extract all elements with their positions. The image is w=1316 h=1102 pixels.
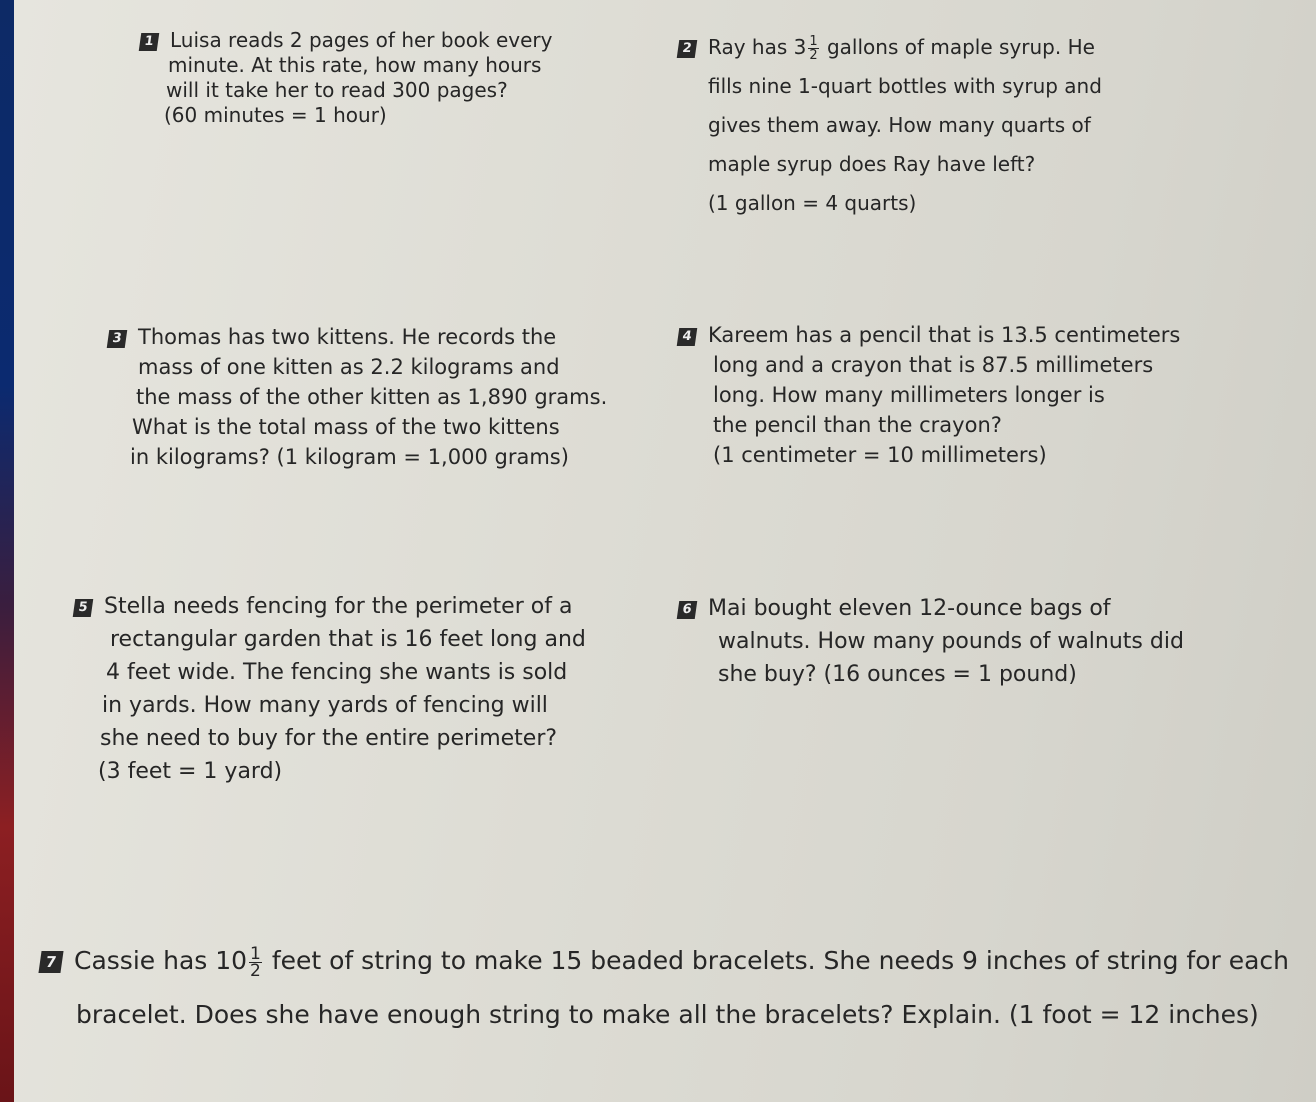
problem-7-line-1-end: feet of string to make 15 beaded bracelets. She needs 9 inches of string for each	[271, 946, 1290, 975]
problem-number-badge: 4	[677, 328, 698, 346]
problem-5-line-4: in yards. How many yards of fencing will	[102, 693, 548, 718]
problem-1-line-3: will it take her to read 300 pages?	[166, 78, 508, 102]
problem-5-line-1: Stella needs fencing for the perimeter of a	[104, 594, 573, 619]
problem-6-line-1: Mai bought eleven 12-ounce bags of	[708, 596, 1111, 621]
problem-6-line-2: walnuts. How many pounds of walnuts did	[718, 629, 1184, 654]
worksheet-page	[14, 0, 1316, 1102]
problem-3-line-4: What is the total mass of the two kittens	[132, 415, 560, 439]
problem-2-line-1-end: gallons of maple syrup. He	[826, 35, 1095, 59]
problem-7-line-1-start: Cassie has 10	[74, 946, 248, 975]
problem-number-badge: 5	[73, 599, 94, 617]
problem-3-line-2: mass of one kitten as 2.2 kilograms and	[138, 355, 560, 379]
problem-1-line-1: Luisa reads 2 pages of her book every	[170, 28, 553, 52]
problem-2-line-4: maple syrup does Ray have left?	[708, 152, 1036, 176]
problem-4-line-4: the pencil than the crayon?	[713, 413, 1002, 437]
problem-5-line-6: (3 feet = 1 yard)	[98, 759, 283, 784]
problem-3	[108, 322, 607, 472]
problem-1-line-2: minute. At this rate, how many hours	[168, 53, 542, 77]
problem-number-badge: 3	[107, 330, 128, 348]
problem-1	[140, 28, 553, 128]
problem-3-line-1: Thomas has two kittens. He records the	[138, 325, 557, 349]
problem-6-line-3: she buy? (16 ounces = 1 pound)	[718, 662, 1077, 687]
problem-number-badge: 7	[38, 951, 63, 973]
left-edge-background	[0, 0, 14, 1102]
fraction-one-half: $\frac{1}{2}$	[809, 34, 818, 63]
problem-5-line-3: 4 feet wide. The fencing she wants is sold	[106, 660, 568, 685]
problem-2-line-2: fills nine 1-quart bottles with syrup and	[708, 74, 1102, 98]
problem-3-line-5: in kilograms? (1 kilogram = 1,000 grams)	[130, 445, 569, 469]
problem-4	[678, 320, 1180, 470]
problem-7-line-2: bracelet. Does she have enough string to make all the bracelets? Explain. (1 foot = 12 inches)	[76, 1000, 1259, 1029]
problem-number-badge: 1	[139, 33, 160, 51]
problem-2-line-1-start: Ray has 3	[708, 35, 807, 59]
problem-2-line-3: gives them away. How many quarts of	[708, 113, 1091, 137]
problem-4-line-1: Kareem has a pencil that is 13.5 centimeters	[708, 323, 1181, 347]
problem-3-line-3: the mass of the other kitten as 1,890 grams.	[136, 385, 608, 409]
problem-1-line-4: (60 minutes = 1 hour)	[164, 103, 387, 127]
problem-2-line-5: (1 gallon = 4 quarts)	[708, 191, 917, 215]
problem-5-line-5: she need to buy for the entire perimeter?	[100, 726, 558, 751]
problem-4-line-3: long. How many millimeters longer is	[713, 383, 1105, 407]
problem-2	[678, 28, 1102, 223]
problem-5	[74, 590, 586, 788]
problem-6	[678, 592, 1184, 691]
fraction-one-half: $\frac{1}{2}$	[250, 943, 261, 981]
problem-4-line-2: long and a crayon that is 87.5 millimeters	[713, 353, 1154, 377]
problem-7	[40, 934, 1289, 1042]
problem-4-line-5: (1 centimeter = 10 millimeters)	[713, 443, 1047, 467]
problem-5-line-2: rectangular garden that is 16 feet long and	[110, 627, 586, 652]
problem-number-badge: 6	[677, 601, 698, 619]
problem-number-badge: 2	[677, 40, 698, 58]
